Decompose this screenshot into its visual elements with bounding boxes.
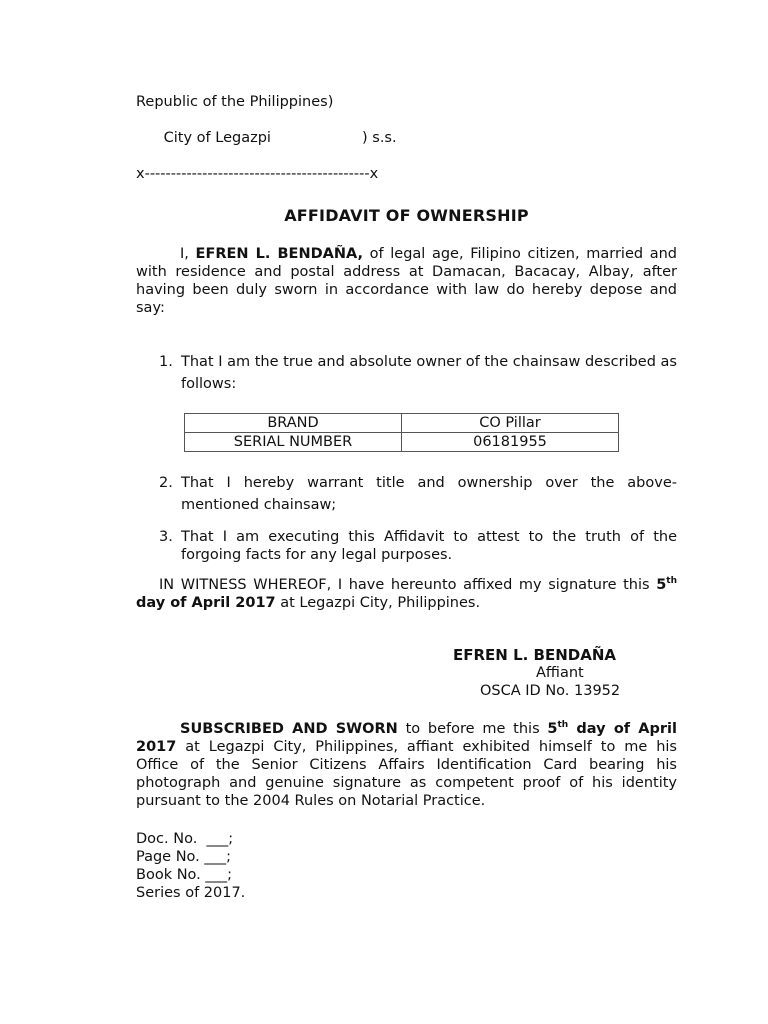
book-no: Book No. ___; <box>136 867 233 883</box>
witness-place: at Legazpi City, Philippines. <box>275 595 481 611</box>
series: Series of 2017. <box>136 885 246 901</box>
affiant-role: Affiant <box>536 665 584 681</box>
document-title: AFFIDAVIT OF OWNERSHIP <box>284 206 529 225</box>
venue-ss: ) s.s. <box>362 130 397 146</box>
table-cell-value: 06181955 <box>402 433 619 452</box>
jurat-heading: SUBSCRIBED AND SWORN <box>180 721 398 737</box>
witness-paragraph <box>136 576 677 612</box>
osca-id: OSCA ID No. 13952 <box>480 683 621 699</box>
list-item-number: 3. <box>159 529 173 545</box>
witness-day-suffix: th <box>666 576 677 586</box>
table-cell-label: SERIAL NUMBER <box>185 433 402 452</box>
witness-day: 5 <box>656 577 667 593</box>
list-item-number: 2. <box>159 475 173 491</box>
list-item-text: That I am the true and absolute owner of the chainsaw described as follows: <box>181 354 677 392</box>
list-item <box>136 351 677 395</box>
affiant-name-inline: EFREN L. BENDAÑA, <box>195 246 363 262</box>
notarial-register <box>136 830 677 902</box>
affidavit-page <box>136 93 677 902</box>
venue-city: City of Legazpi <box>163 130 271 146</box>
jurat-day-suffix: th <box>557 720 569 730</box>
doc-no: Doc. No. ___; <box>136 831 234 847</box>
statement-list <box>136 351 677 395</box>
intro-prefix: I, <box>180 246 196 262</box>
jurat-day: 5 <box>547 721 558 737</box>
intro-rest: of legal age, Filipino citizen, married and with residence and postal address at Damacan, Bacacay, Albay, after having been duly sworn in accordance with law do hereby depose and say: <box>136 246 678 316</box>
chainsaw-spec-table <box>184 413 619 452</box>
venue-republic: Republic of the Philippines) <box>136 94 334 110</box>
statement-list-continued <box>136 472 677 564</box>
table-row <box>185 433 619 452</box>
intro-paragraph <box>136 245 677 317</box>
list-item-text: That I hereby warrant title and ownership over the above-mentioned chainsaw; <box>181 475 677 513</box>
table-cell-label: BRAND <box>185 414 402 433</box>
jurat-date: day of April 2017 <box>136 721 677 755</box>
list-item <box>136 528 677 564</box>
table-cell-value: CO Pillar <box>402 414 619 433</box>
list-item <box>136 472 677 516</box>
jurat-text2: at Legazpi City, Philippines, affiant exhibited himself to me his Office of the Senior Citizens Affairs Identification Card bearing his photograph and genuine signature as competent proof of his identity pursuant to the 2004 Rules on Notarial Practice. <box>136 739 677 809</box>
jurat-text1: to before me this <box>397 721 548 737</box>
affiant-name: EFREN L. BENDAÑA <box>453 646 617 664</box>
list-item-text: That I am executing this Affidavit to attest to the truth of the forgoing facts for any legal purposes. <box>181 529 677 563</box>
venue-block <box>136 93 677 183</box>
witness-text: IN WITNESS WHEREOF, I have hereunto affixed my signature this <box>159 577 657 593</box>
page-no: Page No. ___; <box>136 849 232 865</box>
venue-separator: x-------------------------------------------x <box>136 166 379 182</box>
witness-date: day of April 2017 <box>136 595 276 611</box>
table-row <box>185 414 619 433</box>
signature-block <box>136 646 677 702</box>
venue-city-line <box>136 111 677 165</box>
jurat-paragraph <box>136 720 677 810</box>
list-item-number: 1. <box>159 354 173 370</box>
